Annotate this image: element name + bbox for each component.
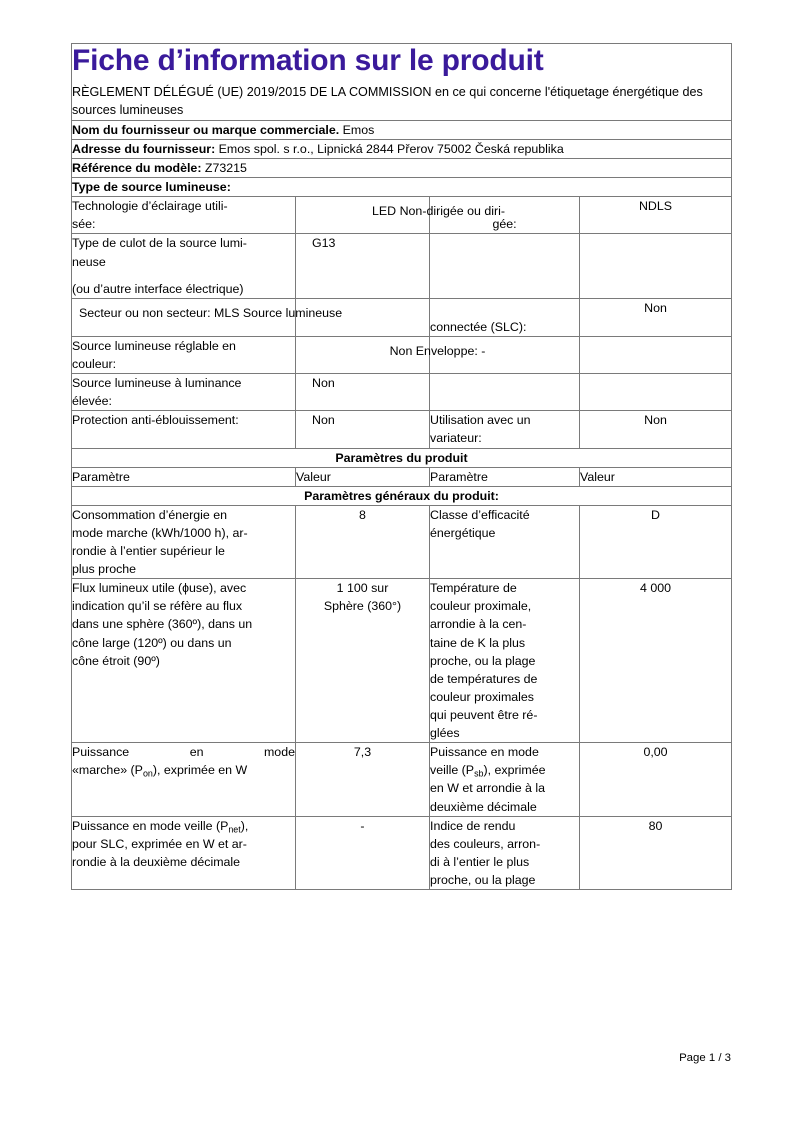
label-line: couleur proximales — [430, 689, 534, 704]
label-line: proche, ou la plage — [430, 653, 536, 668]
on-mode-power-row — [72, 743, 732, 816]
subscript-on: on — [142, 768, 153, 779]
supplier-address-value: Emos spol. s r.o., Lipnická 2844 Přerov 75002 Česká republika — [218, 141, 564, 156]
label-line: Classe d’efficacité — [430, 507, 530, 522]
parameters-column-header-row — [72, 467, 732, 486]
label-line: élevée: — [72, 394, 112, 409]
directional-label — [430, 197, 580, 234]
lighting-technology-value — [296, 197, 505, 234]
source-type-heading: Type de source lumineuse: — [72, 180, 231, 195]
label-line: cône large (120º) ou dans un — [72, 635, 232, 650]
page-title: Fiche d’information sur le produit — [72, 44, 544, 77]
label-line: arrondie à la cen- — [430, 617, 527, 632]
label-line: de températures de — [430, 671, 538, 686]
mains-sector-label — [72, 298, 343, 336]
page-bottom-mask — [0, 1032, 802, 1134]
high-luminance-label-2 — [430, 374, 580, 411]
label-line: mode marche (kWh/1000 h), ar- — [72, 525, 248, 540]
colour-rendering-value: 80 — [580, 816, 732, 889]
label-line: Flux lumineux utile (ɸuse), avec — [72, 581, 247, 596]
anti-glare-row — [72, 411, 732, 448]
spill-label-line: Secteur ou non secteur: MLS Source lumineuse — [79, 305, 343, 320]
label-line: variateur: — [430, 431, 482, 446]
supplier-name-cell — [72, 120, 732, 139]
networked-standby-power-label — [72, 816, 296, 889]
supplier-name-value: Emos — [342, 122, 375, 137]
cap-type-value — [296, 234, 430, 298]
label-line: qui peuvent être ré- — [430, 708, 538, 723]
general-parameters-title-row — [72, 486, 732, 505]
standby-power-label — [430, 743, 580, 816]
cap-type-value-2 — [580, 234, 732, 298]
on-mode-power-label — [72, 743, 296, 816]
standby-power-value: 0,00 — [580, 743, 732, 816]
luminous-flux-value — [296, 579, 430, 743]
label-line: Température de — [430, 581, 517, 596]
label-line: pour SLC, exprimée en W et ar- — [72, 836, 247, 851]
value-text: Non — [312, 376, 335, 391]
high-luminance-row — [72, 374, 732, 411]
colour-temperature-value: 4 000 — [580, 579, 732, 743]
model-reference-value: Z73215 — [204, 160, 247, 175]
high-luminance-value — [296, 374, 430, 411]
supplier-address-cell — [72, 139, 732, 158]
label-line: deuxième décimale — [430, 799, 537, 814]
source-type-heading-row — [72, 178, 732, 197]
anti-glare-value — [296, 411, 430, 448]
label-line: veille $(P_{sb})$, exprimée — [430, 763, 546, 779]
subscript-net: net — [228, 824, 241, 835]
label-line: énergétique — [430, 525, 496, 540]
high-luminance-label — [72, 374, 296, 411]
label-line: Type de culot de la source lumi- — [72, 236, 247, 251]
envelope-label — [430, 336, 580, 373]
label-line: cône étroit (90º) — [72, 653, 160, 668]
networked-standby-power-row — [72, 816, 732, 889]
colour-temperature-label — [430, 579, 580, 743]
value-line: 1 100 sur — [336, 581, 389, 596]
spill-label-line: Non-dirigée ou diri- — [399, 204, 505, 219]
supplier-address-row — [72, 139, 732, 158]
supplier-name-label: Nom du fournisseur ou marque commerciale. — [72, 122, 340, 137]
column-header-value-1: Valeur — [296, 467, 430, 486]
spill-label-line: Enveloppe: - — [415, 343, 486, 358]
label-line: sée: — [72, 217, 96, 232]
label-line: taine de K la plus — [430, 635, 526, 650]
label-line: plus proche — [72, 562, 137, 577]
value-text: LED — [372, 204, 397, 219]
colour-tunable-label — [72, 336, 296, 373]
model-reference-cell — [72, 158, 732, 177]
colour-rendering-label — [430, 816, 580, 889]
label-line: «marche» $(P_{on})$, exprimée en W — [72, 763, 248, 779]
energy-class-label — [430, 505, 580, 578]
product-parameters-title-row — [72, 448, 732, 467]
dimmer-label — [430, 411, 580, 448]
label-line: des couleurs, arron- — [430, 836, 541, 851]
value-line: Sphère (360°) — [323, 599, 402, 614]
label-line: Utilisation avec un — [430, 413, 531, 428]
label-line: Source lumineuse réglable en — [72, 338, 236, 353]
model-reference-label: Référence du modèle: — [72, 160, 202, 175]
page-footer: Page 1 / 3 — [679, 1052, 731, 1064]
lighting-technology-label — [72, 197, 296, 234]
colour-tunable-row — [72, 336, 732, 373]
dimmer-value: Non — [580, 411, 732, 448]
energy-consumption-value: 8 — [296, 505, 430, 578]
label-line: (ou d’autre interface électrique) — [72, 281, 244, 296]
label-line: Indice de rendu — [430, 818, 516, 833]
slc-value: Non — [580, 298, 732, 336]
source-type-heading-cell — [72, 178, 732, 197]
cap-type-label-2 — [430, 234, 580, 298]
high-luminance-value-2 — [580, 374, 732, 411]
general-parameters-title: Paramètres généraux du produit: — [72, 486, 732, 505]
networked-standby-power-value: - — [296, 816, 430, 889]
label-line: Puissance en mode — [72, 745, 295, 760]
label-line: proche, ou la plage — [430, 873, 536, 888]
value-text: Non — [312, 413, 335, 428]
label-line: Puissance en mode — [430, 745, 539, 760]
column-header-parameter-2: Paramètre — [430, 467, 580, 486]
luminous-flux-label — [72, 579, 296, 743]
slc-label — [430, 298, 580, 336]
label-line: couleur proximale, — [430, 599, 532, 614]
label-line: indication qu’il se réfère au flux — [72, 599, 243, 614]
mains-sector-row — [72, 298, 732, 336]
column-header-parameter-1: Paramètre — [72, 467, 296, 486]
supplier-address-label: Adresse du fournisseur: — [72, 141, 216, 156]
colour-tunable-value — [296, 336, 486, 373]
label-line: Puissance en mode veille $(P_{net})$, — [72, 818, 249, 835]
on-mode-power-value: 7,3 — [296, 743, 430, 816]
supplier-name-row — [72, 120, 732, 139]
label-line: rondie à l’entier supérieur le — [72, 544, 225, 559]
label-line: di à l’entier le plus — [430, 854, 530, 869]
value-text: Non — [389, 343, 413, 358]
value-text: G13 — [312, 236, 336, 251]
cap-type-row — [72, 234, 732, 298]
header-row — [72, 44, 732, 121]
luminous-flux-row — [72, 579, 732, 743]
label-line: Technologie d’éclairage utili- — [72, 199, 228, 214]
product-parameters-title: Paramètres du produit — [72, 448, 732, 467]
regulation-text: RÈGLEMENT DÉLÉGUÉ (UE) 2019/2015 DE LA COMMISSION en ce qui concerne l'étiquetage énergétique des sources lumineuses — [72, 85, 703, 117]
energy-consumption-row — [72, 505, 732, 578]
cap-type-label — [72, 234, 296, 298]
label-line: dans une sphère (360º), dans un — [72, 617, 253, 632]
lighting-technology-row — [72, 197, 732, 234]
header-cell — [72, 44, 732, 121]
subscript-sb: sb — [474, 768, 484, 779]
label-line: gée: — [492, 217, 517, 232]
label-line: rondie à la deuxième décimale — [72, 854, 241, 869]
label-line: connectée (SLC): — [430, 319, 527, 334]
product-fiche-table — [71, 43, 732, 890]
label-line: neuse — [72, 254, 106, 269]
label-line: Consommation d’énergie en — [72, 507, 227, 522]
anti-glare-label: Protection anti-éblouissement: — [72, 411, 296, 448]
directional-value: NDLS — [580, 197, 732, 234]
label-line: glées — [430, 726, 460, 741]
column-header-value-2: Valeur — [580, 467, 732, 486]
label-line: Source lumineuse à luminance — [72, 376, 242, 391]
energy-class-value: D — [580, 505, 732, 578]
label-line: en W et arrondie à la — [430, 781, 546, 796]
model-reference-row — [72, 158, 732, 177]
energy-consumption-label — [72, 505, 296, 578]
label-line: couleur: — [72, 356, 117, 371]
envelope-value — [580, 336, 732, 373]
mains-sector-value — [296, 298, 430, 336]
